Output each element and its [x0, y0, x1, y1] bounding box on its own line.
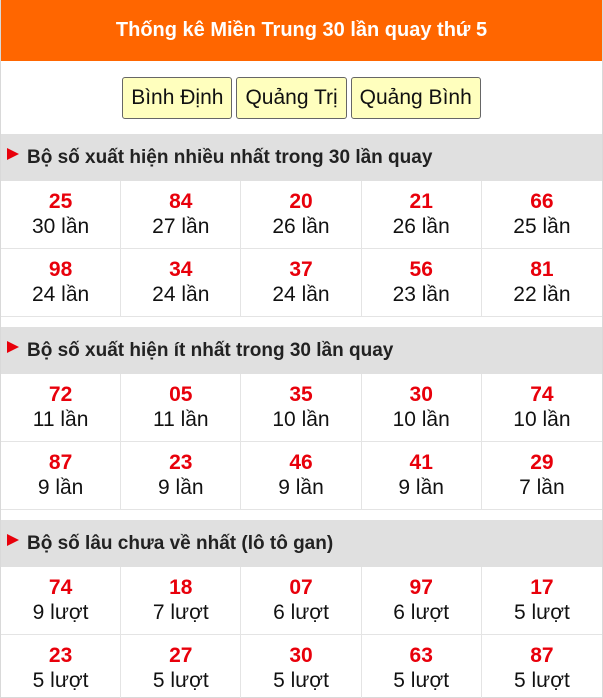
lottery-number[interactable]: 23	[169, 450, 193, 474]
tab-quang-binh[interactable]: Quảng Bình	[351, 77, 481, 119]
occurrence-count: 5 lượt	[273, 668, 329, 692]
occurrence-count: 30 lần	[31, 214, 90, 238]
section-spacer	[1, 317, 602, 327]
lottery-number[interactable]: 81	[530, 257, 554, 281]
tab-binh-dinh[interactable]: Bình Định	[122, 77, 232, 119]
section-title-least-frequent	[1, 327, 602, 374]
stats-grid-longest-absent	[1, 567, 602, 698]
stat-cell	[241, 442, 361, 510]
lottery-number[interactable]: 18	[169, 575, 193, 599]
stat-cell	[121, 249, 241, 317]
lottery-number[interactable]: 21	[409, 189, 433, 213]
stat-cell	[241, 249, 361, 317]
lottery-number[interactable]: 30	[289, 643, 313, 667]
lottery-number[interactable]: 72	[48, 382, 73, 406]
section-title-text: Bộ số xuất hiện	[27, 146, 174, 168]
lottery-number[interactable]: 56	[409, 257, 433, 281]
occurrence-count: 9 lần	[158, 475, 204, 499]
lottery-number[interactable]: 87	[48, 450, 73, 474]
stat-cell	[1, 249, 121, 317]
stat-cell	[482, 181, 602, 249]
sections-container	[1, 134, 602, 698]
occurrence-count: 10 lần	[272, 407, 330, 431]
lottery-number[interactable]: 17	[530, 575, 554, 599]
stat-cell	[121, 635, 241, 698]
stat-cell	[362, 374, 482, 442]
lottery-number[interactable]: 23	[48, 643, 73, 667]
lottery-number[interactable]: 05	[169, 382, 193, 406]
occurrence-count: 9 lần	[37, 475, 84, 499]
stat-cell	[362, 249, 482, 317]
section-title-text: Bộ số xuất hiện	[27, 339, 174, 361]
lottery-number[interactable]: 35	[289, 382, 313, 406]
lottery-number[interactable]: 34	[169, 257, 193, 281]
occurrence-count: 11 lần	[32, 407, 89, 431]
stat-cell	[121, 374, 241, 442]
section-title-text: Bộ số lâu chưa về nhất	[27, 532, 242, 554]
occurrence-count: 5 lượt	[152, 668, 209, 692]
page-title: Thống kê Miền Trung 30 lần quay thứ 5	[1, 0, 602, 61]
occurrence-count: 5 lượt	[393, 668, 450, 692]
occurrence-count: 26 lần	[272, 214, 330, 238]
stat-cell	[362, 181, 482, 249]
section-spacer	[1, 510, 602, 520]
lottery-number[interactable]: 25	[48, 189, 73, 213]
lottery-number[interactable]: 41	[409, 450, 433, 474]
tab-quang-tri[interactable]: Quảng Trị	[236, 77, 346, 119]
occurrence-count: 9 lần	[278, 475, 324, 499]
stat-cell	[1, 567, 121, 635]
lottery-number[interactable]: 74	[530, 382, 554, 406]
stat-cell	[1, 374, 121, 442]
stat-cell	[482, 374, 602, 442]
stat-cell	[241, 635, 361, 698]
occurrence-count: 25 lần	[513, 214, 571, 238]
stat-cell	[121, 181, 241, 249]
province-tabs	[1, 61, 602, 134]
section-title-most-frequent	[1, 134, 602, 181]
stat-cell	[1, 635, 121, 698]
lottery-number[interactable]: 07	[289, 575, 313, 599]
stats-grid-least-frequent	[1, 374, 602, 510]
occurrence-count: 24 lần	[152, 282, 210, 306]
section-title-text: nhất trong 30 lần quay	[185, 339, 394, 361]
lottery-number[interactable]: 98	[48, 257, 73, 281]
occurrence-count: 7 lượt	[152, 600, 209, 624]
occurrence-count: 10 lần	[392, 407, 450, 431]
lottery-number[interactable]: 27	[169, 643, 193, 667]
lottery-number[interactable]: 29	[530, 450, 554, 474]
occurrence-count: 11 lần	[152, 407, 209, 431]
occurrence-count: 10 lần	[513, 407, 571, 431]
lottery-number[interactable]: 46	[289, 450, 313, 474]
section-title-text: (lô tô gan)	[241, 532, 334, 554]
occurrence-count: 26 lần	[392, 214, 450, 238]
occurrence-count: 7 lần	[519, 475, 565, 499]
occurrence-count: 6 lượt	[273, 600, 329, 624]
occurrence-count: 5 lượt	[32, 668, 89, 692]
lottery-number[interactable]: 20	[289, 189, 313, 213]
stat-cell	[362, 567, 482, 635]
occurrence-count: 24 lần	[31, 282, 90, 306]
stat-cell	[241, 567, 361, 635]
section-title-text: nhất trong 30 lần quay	[224, 146, 433, 168]
section-title-text: nhiều	[173, 146, 225, 168]
stat-cell	[241, 374, 361, 442]
stat-cell	[241, 181, 361, 249]
occurrence-count: 5 lượt	[513, 600, 570, 624]
lottery-number[interactable]: 97	[409, 575, 433, 599]
occurrence-count: 23 lần	[392, 282, 450, 306]
flag-icon	[7, 341, 19, 353]
lottery-number[interactable]: 87	[530, 643, 554, 667]
lottery-number[interactable]: 37	[289, 257, 313, 281]
flag-icon	[7, 148, 19, 160]
section-title-text: ít	[173, 339, 186, 361]
stat-cell	[362, 442, 482, 510]
stat-cell	[121, 442, 241, 510]
occurrence-count: 9 lần	[398, 475, 444, 499]
stat-cell	[482, 635, 602, 698]
lottery-number[interactable]: 30	[409, 382, 433, 406]
lottery-number[interactable]: 74	[48, 575, 73, 599]
occurrence-count: 6 lượt	[393, 600, 450, 624]
stat-cell	[1, 442, 121, 510]
occurrence-count: 5 lượt	[513, 668, 570, 692]
section-title-longest-absent	[1, 520, 602, 567]
lottery-number[interactable]: 63	[409, 643, 433, 667]
stat-cell	[482, 567, 602, 635]
stat-cell	[482, 442, 602, 510]
occurrence-count: 24 lần	[272, 282, 330, 306]
occurrence-count: 22 lần	[513, 282, 571, 306]
stat-cell	[121, 567, 241, 635]
stats-grid-most-frequent	[1, 181, 602, 317]
lottery-number[interactable]: 84	[169, 189, 193, 213]
stat-cell	[482, 249, 602, 317]
occurrence-count: 27 lần	[152, 214, 210, 238]
occurrence-count: 9 lượt	[32, 600, 89, 624]
lottery-number[interactable]: 66	[530, 189, 554, 213]
stat-cell	[362, 635, 482, 698]
flag-icon	[7, 534, 19, 546]
stat-cell	[1, 181, 121, 249]
